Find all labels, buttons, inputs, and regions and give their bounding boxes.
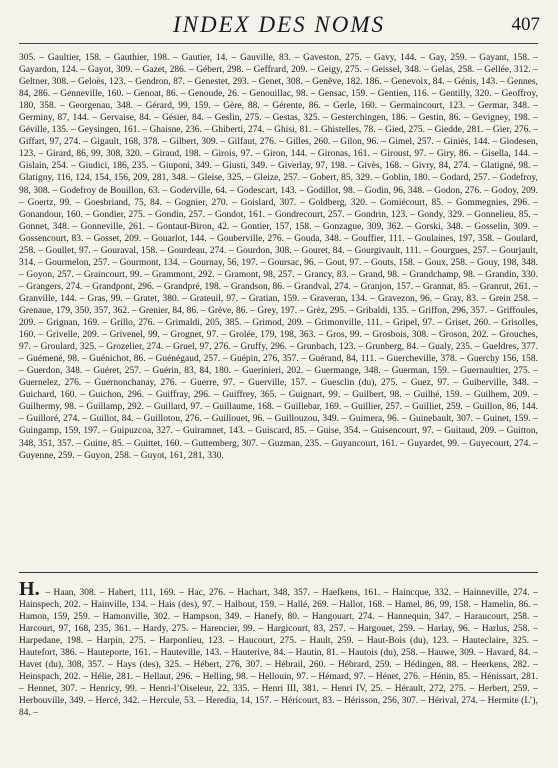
index-entries-h: – Haan, 308. – Habert, 111, 169. – Hac, 276. – Hachart, 348, 357. – Haefkens, 161. – Haincque, 332. – Hainneville, 274. – Hainspech, 202. – Hainville, 134. – Hais (des), 97. – Halbout, 159. – Hallé, 269. – Hallot, 168. – Hamel, 86, 99, 158. – Hamelin, 86. – Hamon, 159, 259. – Hamonville, 302. – Hampson, 349. – Hanefy, 80. – Hangouart, 274. – Hannequin, 347. – Haraucourt, 258. – Harcourt, 97, 168, 235, 361. – Hardy, 275. – Harencier, 99. – Hargicourt, 83, 257. – Hargouet, 259. – Harlay, 96. – Harlus, 258. – Harpedane, 198. – Harpin, 275. – Harponlieu, 123. – Haucourt, 275. – Hault, 259. – Haut-Bois (du), 123. – Hauteclaire, 325. – Hautefort, 386. – Hauteporte, 161. – Hauteville, 143. – Hauterive, 84. – Hautin, 81. – Hautois (du), 258. – Hauwe, 309. – Havard, 84. – Havet (du), 308, 357. – Hays (des), 325. – Hébert, 276, 307. – Hébrail, 260. – Hébrard, 259. – Hédingen, 88. – Heerkens, 282. – Heinspach, 202. – Hélie, 281. – Hellaut, 296. – Helling, 98. – Hellouin, 97. – Hémard, 97. – Hénet, 276. – Hénin, 85. – Hénissart, 281. – Hennet, 307. – Henricy, 99. – Henri-l’Oiseleur, 22, 335. – Henri III, 381. – Henri IV, 25. – Hérault, 272, 275. – Herbert, 259. – Herbouville, 349. – Hercé, 342. – Hercule, 53. – Heredia, 14, 157. – Héricourt, 83. – Hérisson, 256, 307. – Hérival, 274. – Hermite (L’), 84. – <box>19 588 538 719</box>
index-section-h <box>19 578 538 720</box>
index-entries-g: 305. – Gaultier, 158. – Gauthier, 198. – Gautier, 14. – Gauville, 83. – Gaveston, 275. – Gavy, 144. – Gay, 259. – Gayant, 158. – Gayardon, 124. – Gayot, 309. – Gazet, 286. – Gébert, 298. – Geffrard, 209. – Geigy, 275. – Geissel, 348. – Gelas, 258. – Gellée, 312. – Geltner, 308. – Geloës, 123. – Gendron, 87. – Genestet, 293. – Genet, 308. – Genêve, 182. 186. – Genevoix, 84. – Génis, 143. – Gennes, 84, 286. – Genneville, 160. – Genoat, 86. – Genoude, 26. – Genouillac, 98. – Gensac, 159. – Gentien, 116. – Gentilly, 320. – Geoffroy, 180, 358. – Georgenau, 348. – Gérard, 99, 159. – Gère, 88. – Gérente, 86. – Gerle, 160. – Germaincourt, 123. – Germar, 348. – Germiny, 87, 144. – Gervaise, 84. – Gésier, 84. – Geslin, 275. – Gestas, 325. – Gesterchingen, 186. – Gestin, 86. – Gevigney, 198. – Géville, 135. – Geysingen, 161. – Ghaisne, 236. – Ghiberti, 274. – Ghisi, 81. – Ghistelles, 78. – Gied, 275. – Giedde, 281. – Gier, 276. – Giffart, 97, 274. – Gigault, 168, 378. – Gilbert, 309. – Gilfaut, 276. – Gilles, 260. – Gilon, 96. – Gimel, 257. – Giniès, 144. – Giodesen, 123. – Girard, 86, 99, 308, 320. – Giraud, 198. – Girois, 97. – Giron, 144. – Gironas, 161. – Giroust, 97. – Giry, 86. – Gisella, 144. – Gislain, 254. – Giudici, 186, 235. – Giuponi, 349. – Giusti, 349. – Giverlay, 97, 198. – Givès, 168. – Givry, 84, 274. – Glatigné, 98. – Glatigny, 116, 124, 154, 156, 209, 281, 348. – Gleise, 325. – Gleize, 257. – Gobert, 85, 329. – Goblin, 180. – Godard, 257. – Godefroy, 98, 308. – Godefroy de Bouillon, 63. – Goderville, 64. – Godescart, 143. – Godillot, 98. – Godin, 96, 348. – Godon, 276. – Godoy, 209. – Goertz, 99. – Goesbriand, 75, 84. – Gognier, 270. – Goislard, 307. – Goldberg, 320. – Gomiécourt, 85. – Gommegnies, 296. – Gonandour, 160. – Gondier, 275. – Gondin, 257. – Gondot, 161. – Gondrecourt, 257. – Gondrin, 123. – Gondy, 329. – Gonnelieu, 85. – Gonnet, 348. – Gonneville, 261. – Gontaut-Biron, 42. – Gontier, 157, 158. – Gonzague, 309, 362. – Gorski, 348. – Gosselin, 309. – Gossencourt, 83. – Gosset, 209. – Gouarlot, 144. – Gouberville, 276. – Gouda, 348. – Gouffier, 111. – Goulaines, 197, 358. – Goulard, 258. – Goullet, 97. – Gouraval, 158. – Gourdeau, 274. – Gourdon, 308. – Gouret, 84. – Gourgivault, 111. – Gourgues, 257. – Gourjault, 314. – Gourmelon, 257. – Gourmont, 134. – Gournay, 56, 197. – Goursac, 96. – Gout, 97. – Gouts, 158. – Goux, 258. – Gouy, 198, 348. – Goyon, 257. – Graincourt, 99. – Grammont, 292. – Gramont, 98, 257. – Grancy, 83. – Grand, 98. – Grandchamp, 98. – Grandin, 330. – Grangers, 274. – Grandpont, 296. – Grandpré, 198. – Grandson, 86. – Grandval, 274. – Granjon, 157. – Grannat, 85. – Granrut, 261. – Granville, 144. – Gras, 99. – Gratet, 380. – Grateuil, 97. – Gratian, 159. – Graveran, 134. – Gravezon, 96. – Gray, 83. – Grein 258. – Grenaue, 179, 350, 357, 362. – Grenier, 84, 86. – Grève, 86. – Grey, 197. – Grèz, 295. – Gribaldi, 135. – Griffon, 296, 357. – Griffoules, 209. – Grignan, 169. – Grillo, 276. – Grimaldi, 205, 385. – Grimod, 209. – Grimonville, 111. – Gripel, 97. – Griset, 260. – Grisolles, 160. – Grivelle, 209. – Grivenel, 99. – Grognet, 97. – Grolée, 179, 198, 363. – Gros, 99. – Grosbois, 308. – Groson, 202. – Grouches, 97. – Groulard, 325. – Grozelier, 274. – Gruel, 97, 276. – Gruffy, 296. – Grunbach, 123. – Grunberg, 84. – Gualy, 235. – Gueldres, 377. – Guémené, 98. – Guénichot, 86. – Guénégaud, 257. – Guépin, 276, 357. – Guérand, 84, 111. – Guercheville, 378. – Guerchy 156, 158. – Guerdon, 348. – Guéret, 257. – Guérin, 83, 84, 180. – Guerinieri, 202. – Guermange, 348. – Guerman, 159. – Guernaultier, 275. – Guernelez, 276. – Guernonchanay, 276. – Guerre, 97. – Guerville, 157. – Guesclin (du), 275. – Guez, 97. – Guiberville, 348. – Guichard, 160. – Guichon, 296. – Guiffray, 296. – Guiffrey, 365. – Guignart, 99. – Guilbert, 98. – Guilhé, 159. – Guilhem, 209. – Guilhermy, 98. – Guillamp, 292. – Guillard, 97. – Guillaume, 168. – Guillebar, 169. – Guillier, 257. – Guilliet, 259. – Guillon, 86, 144. – Guilloré, 274. – Guillot, 84. – Guillotou, 276. – Guillouet, 96. – Guillouzou, 349. – Guimera, 96. – Guinebault, 307. – Guinet, 159. – Guingamp, 159, 197. – Guipuzcoa, 327. – Guiramnet, 143. – Guiscard, 85. – Guise, 354. – Guisencourt, 97. – Guitaud, 209. – Guitton, 348, 351, 357. – Guitte, 85. – Guittet, 160. – Guttemberg, 307. – Guzman, 235. – Guyancourt, 161. – Guyardet, 99. – Guyecourt, 274. – Guyenne, 259. – Guyon, 258. – Guyot, 161, 281, 330. <box>19 53 539 461</box>
index-section-g <box>19 52 538 462</box>
page-number: 407 <box>511 14 540 35</box>
running-title: INDEX DES NOMS <box>173 12 385 37</box>
section-letter-h: H. <box>19 578 40 600</box>
section-divider <box>19 572 538 573</box>
page-header <box>0 10 558 42</box>
index-entries-h-paragraph <box>19 578 538 720</box>
header-rule <box>19 43 538 44</box>
